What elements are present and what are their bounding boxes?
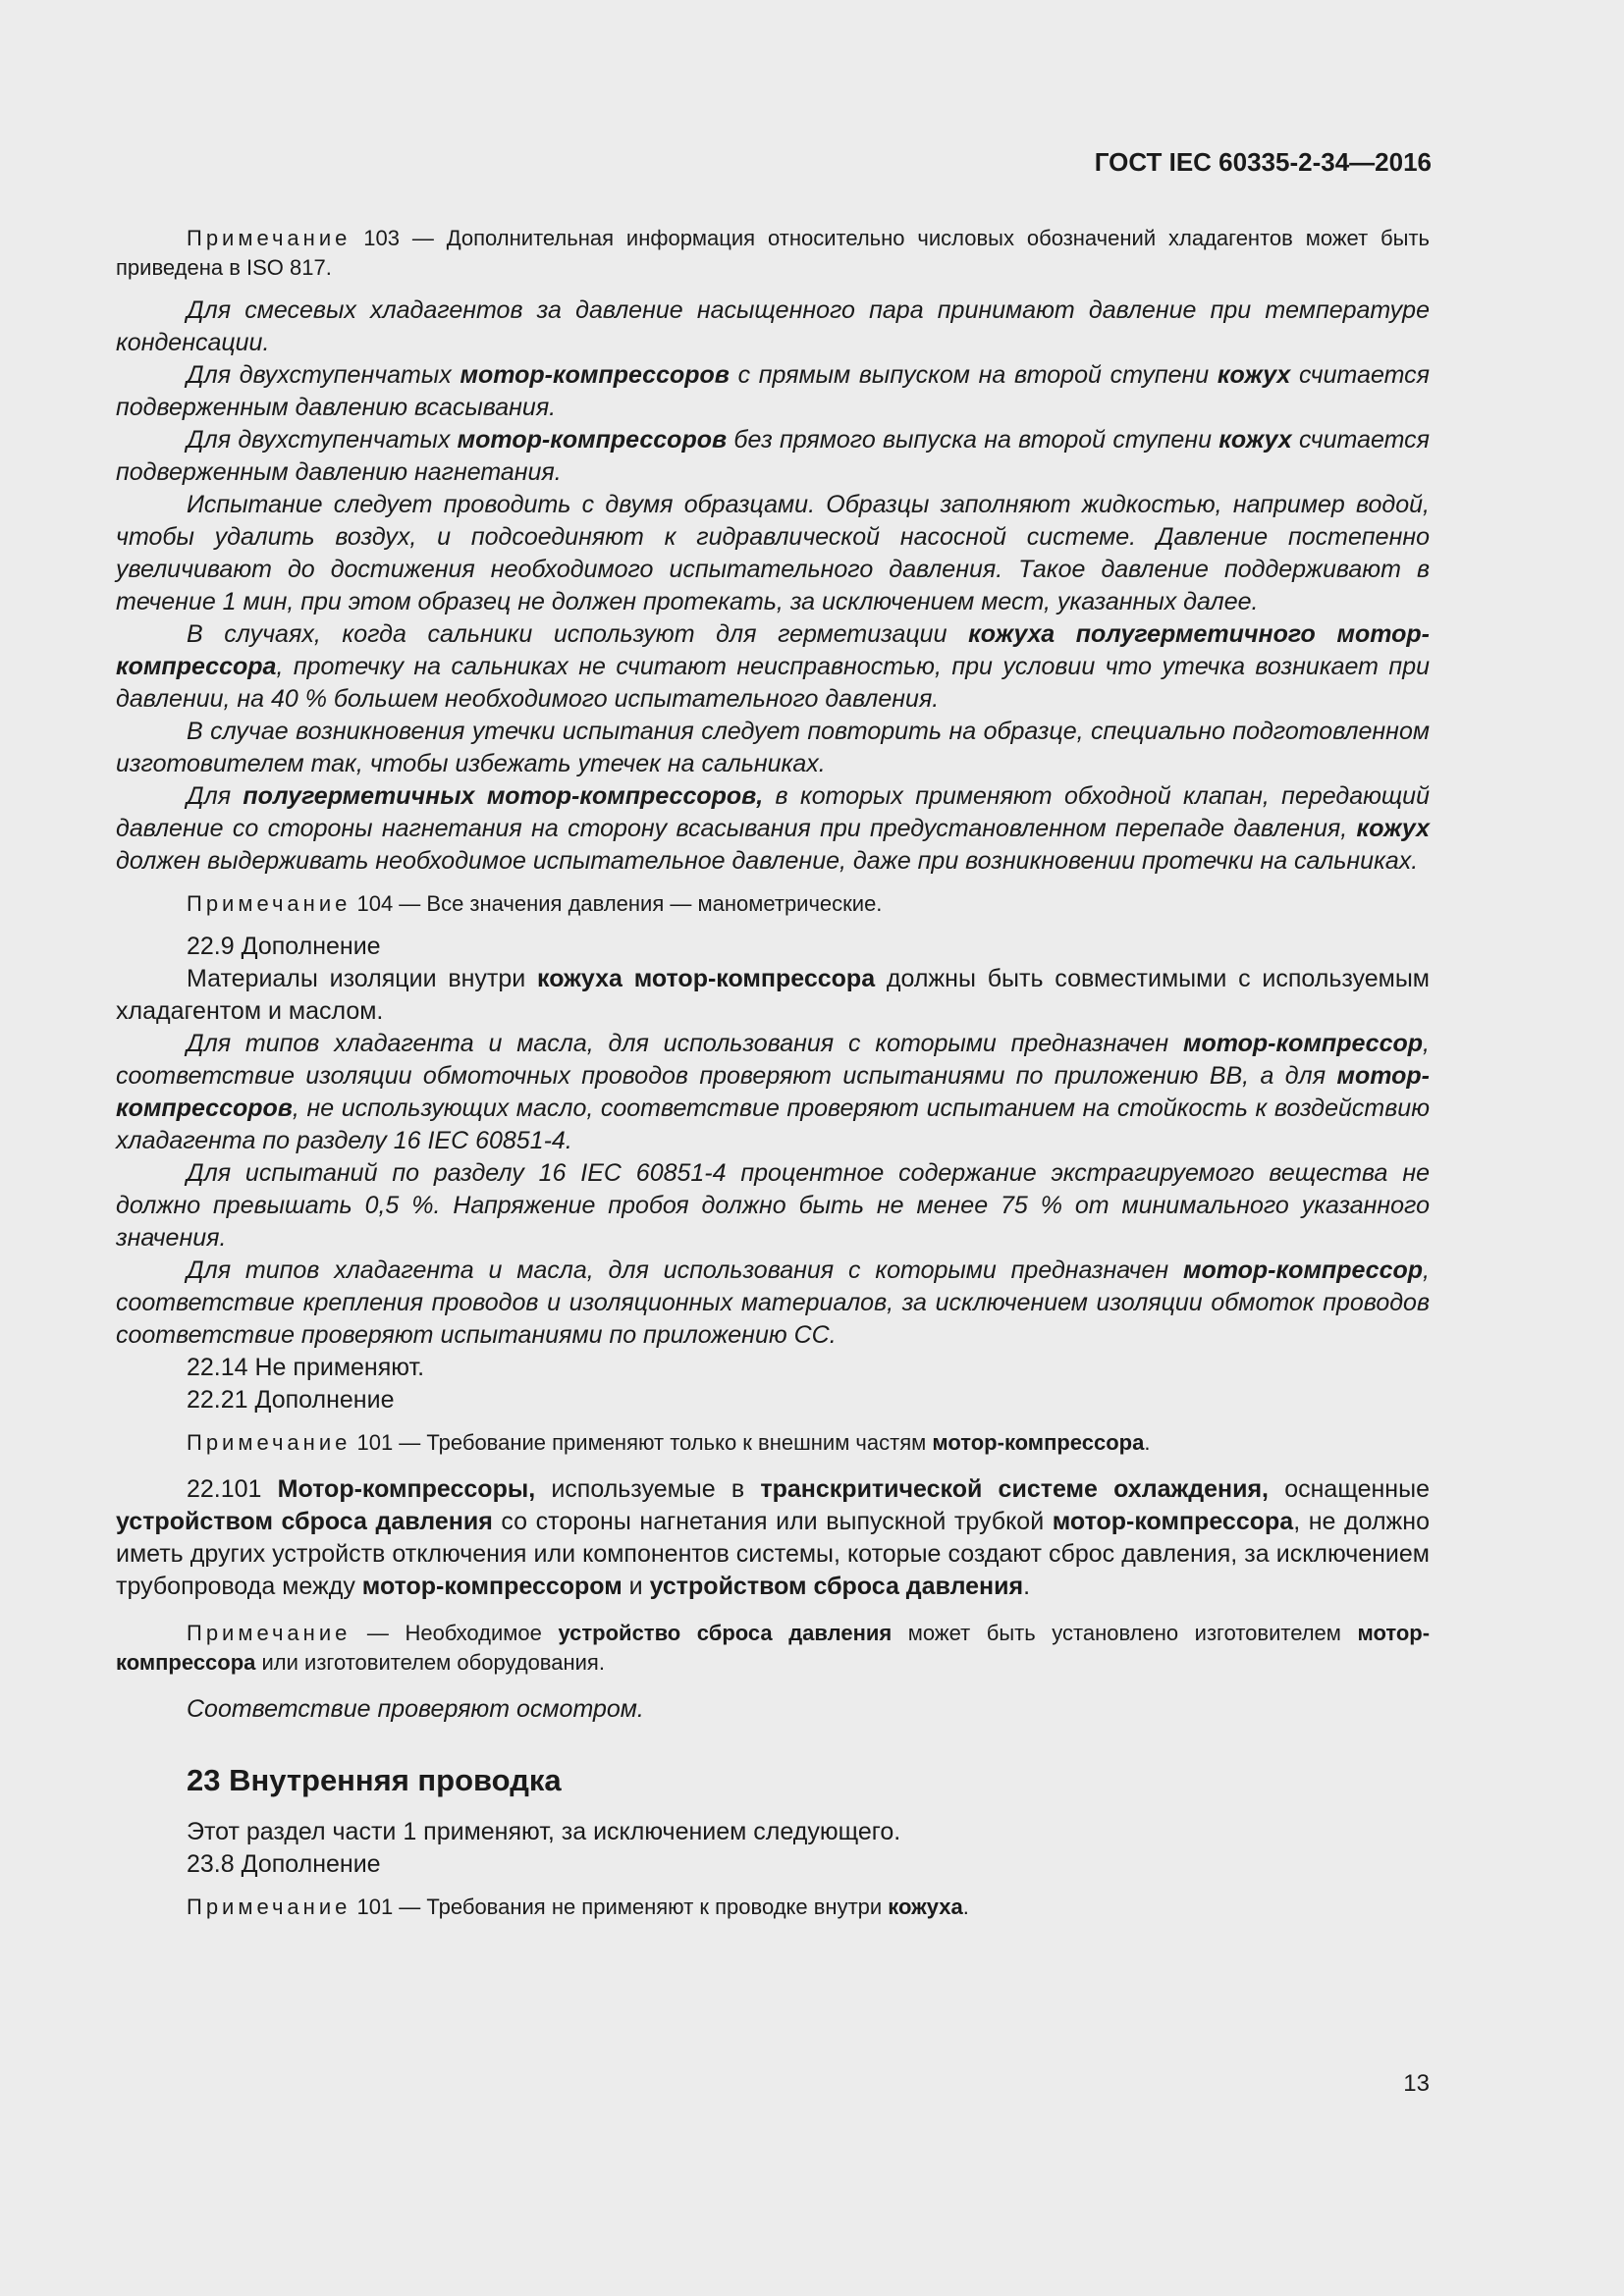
text-run: Для bbox=[187, 782, 244, 810]
text-run: — Требования не применяют к проводке внутри bbox=[393, 1895, 889, 1919]
note-paragraph bbox=[116, 1428, 1430, 1458]
text-run: Для двухступенчатых bbox=[187, 426, 458, 454]
text-run: . bbox=[1023, 1573, 1031, 1600]
defined-term: мотор-компрессор bbox=[1182, 1256, 1424, 1284]
text-run: — Необходимое bbox=[351, 1621, 559, 1645]
note-label: Примечание bbox=[187, 1895, 352, 1919]
defined-term: мотор-компрессора bbox=[116, 1621, 1431, 1675]
body-paragraph bbox=[116, 1473, 1430, 1603]
text-run: используемые в bbox=[535, 1475, 761, 1503]
text-run: считается подверженным давлению всасывания. bbox=[116, 361, 1430, 421]
text-run: 23.8 Дополнение bbox=[187, 1850, 381, 1878]
body-paragraph bbox=[116, 618, 1430, 716]
text-run: Для двухступенчатых bbox=[187, 361, 460, 389]
text-run: Для типов хладагента и масла, для использования с которыми предназначен bbox=[187, 1030, 1183, 1057]
text-run: , протечку на сальниках не считают неисправностью, при условии что утечка возникает при давлении, на 40 % большем необходимого испытательного давления. bbox=[116, 653, 1430, 713]
text-run: может быть установлено изготовителем bbox=[892, 1621, 1358, 1645]
text-run: — Требование применяют только к внешним частям bbox=[393, 1430, 933, 1455]
text-run: — Все значения давления — манометрические. bbox=[393, 891, 883, 916]
body-paragraph bbox=[116, 1848, 1430, 1881]
note-number: 101 bbox=[356, 1895, 394, 1919]
section-23-heading: 23 Внутренняя проводка bbox=[187, 1763, 562, 1797]
document-body bbox=[116, 224, 1430, 1922]
defined-term: мотор-компрессоров bbox=[460, 361, 730, 389]
text-run: — Дополнительная информация относительно числовых обозначений хладагентов может быть приведена в ISO 817. bbox=[116, 226, 1430, 280]
text-run: оснащенные bbox=[1269, 1475, 1430, 1503]
body-paragraph bbox=[116, 1255, 1430, 1352]
body-paragraph bbox=[116, 294, 1430, 359]
defined-term: мотор-компрессор bbox=[1182, 1030, 1424, 1057]
note-paragraph bbox=[116, 224, 1430, 283]
body-paragraph bbox=[116, 489, 1430, 618]
body-paragraph bbox=[116, 931, 1430, 963]
text-run: без прямого выпуска на второй ступени bbox=[727, 426, 1219, 454]
defined-term: Мотор-компрессоры, bbox=[277, 1475, 536, 1503]
note-paragraph bbox=[116, 1619, 1430, 1678]
body-paragraph bbox=[116, 359, 1430, 424]
defined-term: кожуха мотор-компрессора bbox=[537, 965, 876, 992]
note-label: Примечание bbox=[187, 891, 352, 916]
text-run: Для типов хладагента и масла, для использования с которыми предназначен bbox=[187, 1256, 1183, 1284]
note-label: Примечание bbox=[187, 1430, 352, 1455]
defined-term: кожух bbox=[1217, 361, 1291, 389]
body-paragraph bbox=[116, 1816, 1430, 1848]
defined-term: мотор-компрессором bbox=[361, 1573, 623, 1600]
defined-term: кожуха bbox=[888, 1895, 963, 1919]
text-run: с прямым выпуском на второй ступени bbox=[729, 361, 1218, 389]
defined-term: кожух bbox=[1356, 815, 1430, 842]
text-run: 22.14 Не применяют. bbox=[187, 1354, 425, 1381]
text-run: в которых применяют обходной клапан, передающий давление со стороны нагнетания на сторону всасывания при предустановленном перепаде давления, bbox=[116, 782, 1430, 842]
note-label: Примечание bbox=[187, 226, 352, 250]
text-run: Для смесевых хладагентов за давление насыщенного пара принимают давление при температуре конденсации. bbox=[116, 296, 1430, 356]
page-number: 13 bbox=[1403, 2070, 1430, 2097]
body-paragraph bbox=[116, 1028, 1430, 1157]
text-run: считается подверженным давлению нагнетания. bbox=[116, 426, 1430, 486]
text-run: Соответствие проверяют осмотром. bbox=[187, 1695, 644, 1723]
body-paragraph bbox=[116, 963, 1430, 1028]
note-number: 101 bbox=[356, 1430, 394, 1455]
text-run: . bbox=[1144, 1430, 1151, 1455]
defined-term: устройством сброса давления bbox=[116, 1508, 493, 1535]
text-run: и bbox=[622, 1573, 650, 1600]
body-paragraph bbox=[116, 716, 1430, 780]
note-number: 103 bbox=[363, 226, 400, 250]
body-paragraph bbox=[116, 780, 1430, 878]
defined-term: устройство сброса давления bbox=[558, 1621, 893, 1645]
defined-term: мотор-компрессоров bbox=[116, 1062, 1430, 1122]
document-header-id: ГОСТ IEC 60335-2-34—2016 bbox=[1094, 147, 1432, 177]
defined-term: мотор-компрессора bbox=[932, 1430, 1145, 1455]
note-label: Примечание bbox=[187, 1621, 352, 1645]
text-run: , не должно иметь других устройств отключения или компонентов системы, которые создают сброс давления, за исключением трубопровода между bbox=[116, 1508, 1430, 1600]
text-run: . bbox=[962, 1895, 969, 1919]
text-run: Этот раздел части 1 применяют, за исключением следующего. bbox=[187, 1818, 901, 1845]
defined-term: мотор-компрессора bbox=[1052, 1508, 1294, 1535]
defined-term: транскритической системе охлаждения, bbox=[760, 1475, 1269, 1503]
defined-term: кожуха полугерметичного мотор-компрессора bbox=[116, 620, 1430, 680]
text-run: Материалы изоляции внутри bbox=[187, 965, 538, 992]
body-paragraph bbox=[116, 1384, 1430, 1416]
body-paragraph bbox=[116, 1352, 1430, 1384]
note-number: 104 bbox=[356, 891, 394, 916]
note-paragraph bbox=[116, 889, 1430, 919]
text-run: 22.101 bbox=[187, 1475, 278, 1503]
defined-term: мотор-компрессоров bbox=[457, 426, 728, 454]
text-run: Испытание следует проводить с двумя образцами. Образцы заполняют жидкостью, например водой, чтобы удалить воздух, и подсоединяют к гидравлической насосной системе. Давление постепенно увеличивают до достижения необходимого испытательного давления. Такое давление поддерживают в течение 1 мин, при этом образец не должен протекать, за исключением мест, указанных далее. bbox=[116, 491, 1430, 615]
text-run: или изготовителем оборудования. bbox=[255, 1650, 605, 1675]
text-run: 22.9 Дополнение bbox=[187, 933, 381, 960]
text-run: со стороны нагнетания или выпускной трубкой bbox=[492, 1508, 1053, 1535]
section-22-text bbox=[116, 224, 1430, 1726]
text-run: В случае возникновения утечки испытания следует повторить на образце, специально подготовленном изготовителем так, чтобы избежать утечек на сальниках. bbox=[116, 718, 1430, 777]
text-run: , не использующих масло, соответствие проверяют испытанием на стойкость к воздействию хладагента по разделу 16 IEC 60851-4. bbox=[116, 1095, 1430, 1154]
note-paragraph bbox=[116, 1893, 1430, 1922]
section-23-text bbox=[116, 1816, 1430, 1922]
text-run: должны быть совместимыми с используемым хладагентом и маслом. bbox=[116, 965, 1430, 1025]
body-paragraph bbox=[116, 424, 1430, 489]
body-paragraph bbox=[116, 1157, 1430, 1255]
defined-term: устройством сброса давления bbox=[649, 1573, 1024, 1600]
text-run: , соответствие изоляции обмоточных проводов проверяют испытаниями по приложению ВВ, а для bbox=[116, 1030, 1430, 1090]
body-paragraph bbox=[116, 1693, 1430, 1726]
text-run: В случаях, когда сальники используют для герметизации bbox=[187, 620, 969, 648]
text-run: , соответствие крепления проводов и изоляционных материалов, за исключением изоляции обмоток проводов соответствие проверяют испытаниями по приложению СС. bbox=[116, 1256, 1430, 1349]
text-run: Для испытаний по разделу 16 IEC 60851-4 процентное содержание экстрагируемого вещества не должно превышать 0,5 %. Напряжение пробоя должно быть не менее 75 % от минимального указанного значения. bbox=[116, 1159, 1430, 1252]
defined-term: полугерметичных мотор-компрессоров, bbox=[243, 782, 764, 810]
text-run: должен выдерживать необходимое испытательное давление, даже при возникновении протечки на сальниках. bbox=[116, 847, 1419, 875]
text-run: 22.21 Дополнение bbox=[187, 1386, 395, 1414]
defined-term: кожух bbox=[1218, 426, 1292, 454]
